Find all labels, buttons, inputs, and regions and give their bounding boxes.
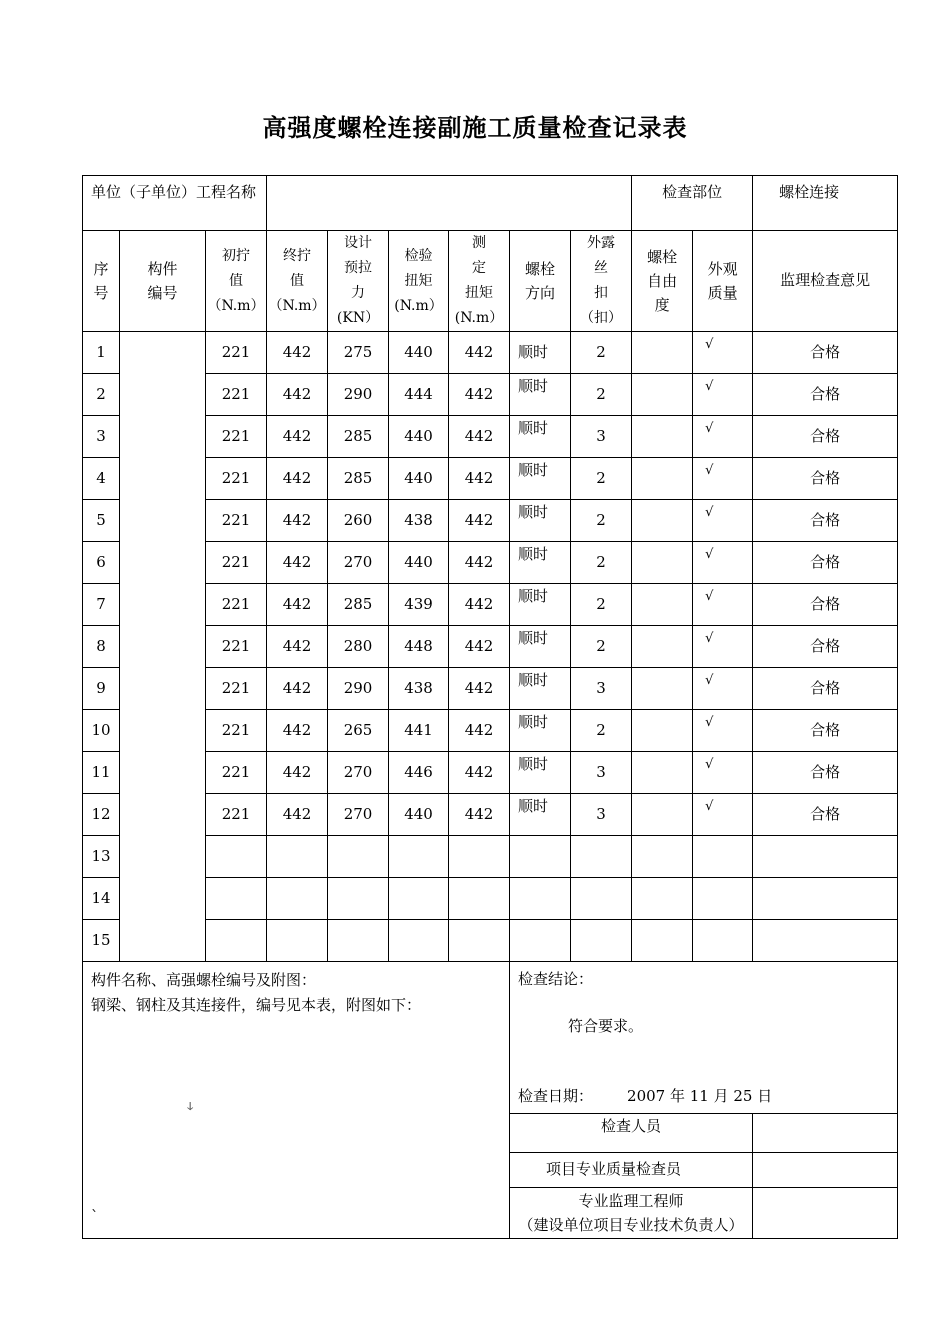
col-line: 质量 (707, 284, 738, 302)
cell-seq: 10 (83, 710, 120, 752)
inspection-date (518, 1088, 772, 1105)
cell-seq: 3 (83, 416, 120, 458)
cell-direction: 顺时 (510, 500, 571, 542)
column-header-row (83, 231, 898, 332)
cell-thread: 2 (571, 332, 632, 374)
col-line: （扣） (580, 310, 623, 326)
col-line: 扭矩 (465, 285, 494, 301)
cell-initial: 221 (206, 542, 267, 584)
cell-check: 440 (389, 332, 449, 374)
col-line: 编号 (147, 284, 178, 302)
cell-final: 442 (267, 458, 328, 500)
cell-final: 442 (267, 626, 328, 668)
cell-seq: 9 (83, 668, 120, 710)
date-value: 2007 年 11 月 25 日 (627, 1087, 773, 1105)
cell-pretension: 285 (328, 584, 389, 626)
cell-opinion: 合格 (753, 542, 898, 584)
cell-direction: 顺时 (510, 794, 571, 836)
cell-pretension: 270 (328, 794, 389, 836)
cell-direction: 顺时 (510, 374, 571, 416)
cell-thread: 2 (571, 710, 632, 752)
cell-freedom (632, 920, 693, 962)
cell-check: 440 (389, 458, 449, 500)
cell-measured: 442 (449, 626, 510, 668)
cell-measured: 442 (449, 584, 510, 626)
cell-check: 440 (389, 542, 449, 584)
col-line: 值 (229, 272, 243, 289)
col-line: （N.m） (268, 297, 326, 314)
cell-pretension (328, 836, 389, 878)
cell-direction (510, 920, 571, 962)
cell-check: 438 (389, 500, 449, 542)
conclusion-text: 符合要求。 (568, 1017, 644, 1035)
cell-appearance: √ (693, 332, 753, 374)
cell-measured: 442 (449, 668, 510, 710)
cell-initial (206, 920, 267, 962)
cell-freedom (632, 794, 693, 836)
col-line: 序 (93, 260, 109, 278)
cell-seq: 8 (83, 626, 120, 668)
cell-member (120, 332, 206, 962)
cell-opinion: 合格 (753, 416, 898, 458)
cell-seq: 1 (83, 332, 120, 374)
table-row (83, 752, 898, 794)
cell-thread (571, 878, 632, 920)
project-row (83, 176, 898, 231)
date-label: 检查日期： (518, 1087, 594, 1105)
col-line: 丝 (594, 260, 609, 276)
cell-direction: 顺时 (510, 668, 571, 710)
table-row (83, 668, 898, 710)
col-thread (571, 231, 632, 332)
cell-freedom (632, 374, 693, 416)
cell-opinion: 合格 (753, 500, 898, 542)
cell-pretension: 290 (328, 374, 389, 416)
cell-pretension: 280 (328, 626, 389, 668)
cell-measured (449, 920, 510, 962)
cell-thread: 2 (571, 500, 632, 542)
col-line: 扣 (594, 285, 609, 301)
cell-initial: 221 (206, 710, 267, 752)
page-title: 高强度螺栓连接副施工质量检查记录表 (262, 113, 688, 142)
cell-measured: 442 (449, 794, 510, 836)
cell-final: 442 (267, 332, 328, 374)
col-initial (206, 231, 267, 332)
cell-thread (571, 920, 632, 962)
col-line: 扭矩 (404, 272, 433, 289)
cell-direction: 顺时 (510, 752, 571, 794)
project-name-value (267, 176, 632, 231)
cell-appearance: √ (693, 542, 753, 584)
cell-direction: 顺时 (510, 710, 571, 752)
col-member (120, 231, 206, 332)
cell-pretension: 265 (328, 710, 389, 752)
table-row (83, 584, 898, 626)
col-line: 预拉 (344, 260, 373, 276)
supervisor-sign (753, 1188, 898, 1239)
cell-initial: 221 (206, 626, 267, 668)
col-line: (N.m） (454, 310, 504, 326)
cell-direction: 顺时 (510, 416, 571, 458)
cell-pretension: 260 (328, 500, 389, 542)
table-row (83, 878, 898, 920)
cell-appearance: √ (693, 668, 753, 710)
cell-opinion (753, 920, 898, 962)
col-opinion: 监理检查意见 (753, 231, 898, 332)
cell-appearance: √ (693, 374, 753, 416)
cell-appearance: √ (693, 416, 753, 458)
cell-final: 442 (267, 668, 328, 710)
cell-pretension: 275 (328, 332, 389, 374)
cell-appearance: √ (693, 500, 753, 542)
col-pretension (328, 231, 389, 332)
table-row (83, 836, 898, 878)
cell-direction: 顺时 (510, 584, 571, 626)
table-row (83, 542, 898, 584)
cell-final (267, 920, 328, 962)
cell-check: 444 (389, 374, 449, 416)
cell-measured: 442 (449, 710, 510, 752)
conclusion-label: 检查结论： (518, 970, 594, 988)
cell-freedom (632, 416, 693, 458)
cell-freedom (632, 332, 693, 374)
cell-seq: 7 (83, 584, 120, 626)
table-row (83, 626, 898, 668)
cell-check: 446 (389, 752, 449, 794)
cell-measured: 442 (449, 458, 510, 500)
table-row (83, 332, 898, 374)
cell-final (267, 878, 328, 920)
cell-appearance: √ (693, 458, 753, 500)
cell-thread (571, 836, 632, 878)
cell-opinion: 合格 (753, 332, 898, 374)
cell-appearance: √ (693, 710, 753, 752)
cell-measured (449, 836, 510, 878)
cell-direction (510, 836, 571, 878)
cell-check (389, 878, 449, 920)
inspector-sign (753, 1114, 898, 1153)
col-line: 方向 (525, 284, 556, 302)
inspection-table (82, 175, 898, 1239)
col-line: 终拧 (283, 247, 312, 264)
cell-measured: 442 (449, 752, 510, 794)
table-row (83, 794, 898, 836)
cell-measured: 442 (449, 542, 510, 584)
cell-pretension: 290 (328, 668, 389, 710)
cell-direction (510, 878, 571, 920)
cell-check: 439 (389, 584, 449, 626)
table-row (83, 374, 898, 416)
cell-direction: 顺时 (510, 626, 571, 668)
col-line: 初拧 (222, 247, 250, 264)
cell-thread: 3 (571, 416, 632, 458)
cell-freedom (632, 878, 693, 920)
cell-opinion: 合格 (753, 584, 898, 626)
cell-freedom (632, 458, 693, 500)
cell-measured: 442 (449, 332, 510, 374)
cell-final: 442 (267, 752, 328, 794)
cell-opinion (753, 878, 898, 920)
cell-check: 440 (389, 794, 449, 836)
cell-check (389, 920, 449, 962)
cell-check: 440 (389, 416, 449, 458)
cell-thread: 3 (571, 794, 632, 836)
cell-direction: 顺时 (510, 332, 571, 374)
attachment-label: 构件名称、高强螺栓编号及附图： (91, 971, 317, 989)
cell-opinion: 合格 (753, 626, 898, 668)
table-row (83, 416, 898, 458)
cell-check: 448 (389, 626, 449, 668)
cell-initial (206, 836, 267, 878)
cell-seq: 5 (83, 500, 120, 542)
col-line: (KN） (336, 310, 380, 326)
col-line: 外观 (707, 260, 738, 278)
cell-seq: 6 (83, 542, 120, 584)
cell-pretension: 270 (328, 752, 389, 794)
col-line: 检验 (404, 247, 433, 264)
cell-seq: 13 (83, 836, 120, 878)
col-line: 号 (93, 284, 109, 302)
supervisor-sub: （建设单位项目专业技术负责人） (518, 1216, 744, 1234)
cell-thread: 3 (571, 668, 632, 710)
footer-row-1 (83, 962, 898, 1114)
cell-measured (449, 878, 510, 920)
cell-initial: 221 (206, 668, 267, 710)
cell-initial: 221 (206, 458, 267, 500)
cell-freedom (632, 752, 693, 794)
cell-opinion: 合格 (753, 374, 898, 416)
col-line: 值 (290, 272, 305, 289)
cell-seq: 14 (83, 878, 120, 920)
col-line: 自由 (647, 272, 678, 290)
cell-initial: 221 (206, 500, 267, 542)
col-direction (510, 231, 571, 332)
table-row (83, 500, 898, 542)
cell-pretension: 285 (328, 458, 389, 500)
cell-final: 442 (267, 500, 328, 542)
attachment-text: 钢梁、钢柱及其连接件，编号见本表，附图如下： (91, 996, 422, 1014)
cell-measured: 442 (449, 416, 510, 458)
cell-appearance: √ (693, 626, 753, 668)
attachment-cell (83, 962, 510, 1239)
col-seq (83, 231, 120, 332)
cell-final: 442 (267, 584, 328, 626)
cell-final: 442 (267, 794, 328, 836)
cell-freedom (632, 668, 693, 710)
col-line: 外露 (587, 235, 616, 251)
col-line: 力 (351, 285, 366, 301)
cell-pretension: 270 (328, 542, 389, 584)
cell-direction: 顺时 (510, 458, 571, 500)
cell-thread: 2 (571, 626, 632, 668)
cell-opinion: 合格 (753, 668, 898, 710)
cell-opinion: 合格 (753, 458, 898, 500)
cell-opinion (753, 836, 898, 878)
cell-pretension: 285 (328, 416, 389, 458)
cell-measured: 442 (449, 500, 510, 542)
cell-final: 442 (267, 542, 328, 584)
attachment-mark: ↆ (187, 1099, 194, 1113)
cell-final: 442 (267, 416, 328, 458)
cell-thread: 2 (571, 374, 632, 416)
table-row (83, 458, 898, 500)
project-name-label: 单位（子单位）工程名称 (83, 176, 267, 231)
cell-opinion: 合格 (753, 794, 898, 836)
col-line: 设计 (344, 235, 373, 251)
cell-appearance (693, 920, 753, 962)
cell-initial: 221 (206, 332, 267, 374)
supervisor-cell (510, 1188, 753, 1239)
col-line: （N.m） (207, 297, 265, 314)
cell-final: 442 (267, 710, 328, 752)
cell-measured: 442 (449, 374, 510, 416)
qc-label: 项目专业质量检查员 (510, 1153, 753, 1188)
cell-check (389, 836, 449, 878)
cell-seq: 2 (83, 374, 120, 416)
cell-direction: 顺时 (510, 542, 571, 584)
inspect-part-label: 检查部位 (632, 176, 753, 231)
inspector-label: 检查人员 (510, 1114, 753, 1153)
cell-check: 438 (389, 668, 449, 710)
cell-freedom (632, 584, 693, 626)
cell-initial: 221 (206, 752, 267, 794)
table-row (83, 920, 898, 962)
cell-seq: 4 (83, 458, 120, 500)
col-freedom (632, 231, 693, 332)
cell-appearance (693, 836, 753, 878)
cell-freedom (632, 500, 693, 542)
cell-opinion: 合格 (753, 752, 898, 794)
cell-freedom (632, 836, 693, 878)
cell-seq: 15 (83, 920, 120, 962)
col-line: 构件 (147, 260, 178, 278)
cell-initial: 221 (206, 794, 267, 836)
cell-initial (206, 878, 267, 920)
col-final (267, 231, 328, 332)
cell-thread: 2 (571, 458, 632, 500)
col-line: (N.m） (394, 297, 443, 314)
cell-appearance: √ (693, 794, 753, 836)
col-appearance (693, 231, 753, 332)
cell-freedom (632, 626, 693, 668)
qc-sign (753, 1153, 898, 1188)
cell-final: 442 (267, 374, 328, 416)
cell-freedom (632, 710, 693, 752)
table-row (83, 710, 898, 752)
supervisor-label: 专业监理工程师 (578, 1192, 684, 1210)
cell-appearance (693, 878, 753, 920)
cell-thread: 2 (571, 542, 632, 584)
attachment-tick: ` (91, 1207, 99, 1225)
cell-check: 441 (389, 710, 449, 752)
cell-freedom (632, 542, 693, 584)
col-line: 螺栓 (647, 248, 678, 266)
cell-initial: 221 (206, 374, 267, 416)
conclusion-cell (510, 962, 898, 1114)
inspect-part-value: 螺栓连接 (753, 176, 898, 231)
cell-thread: 3 (571, 752, 632, 794)
cell-pretension (328, 878, 389, 920)
cell-final (267, 836, 328, 878)
col-check-torque (389, 231, 449, 332)
cell-thread: 2 (571, 584, 632, 626)
cell-initial: 221 (206, 416, 267, 458)
col-line: 定 (472, 260, 487, 276)
cell-pretension (328, 920, 389, 962)
cell-seq: 12 (83, 794, 120, 836)
col-line: 螺栓 (525, 260, 556, 278)
cell-appearance: √ (693, 752, 753, 794)
cell-opinion: 合格 (753, 710, 898, 752)
col-line: 度 (654, 296, 670, 314)
col-measured (449, 231, 510, 332)
cell-initial: 221 (206, 584, 267, 626)
cell-appearance: √ (693, 584, 753, 626)
cell-seq: 11 (83, 752, 120, 794)
col-line: 测 (472, 235, 487, 251)
